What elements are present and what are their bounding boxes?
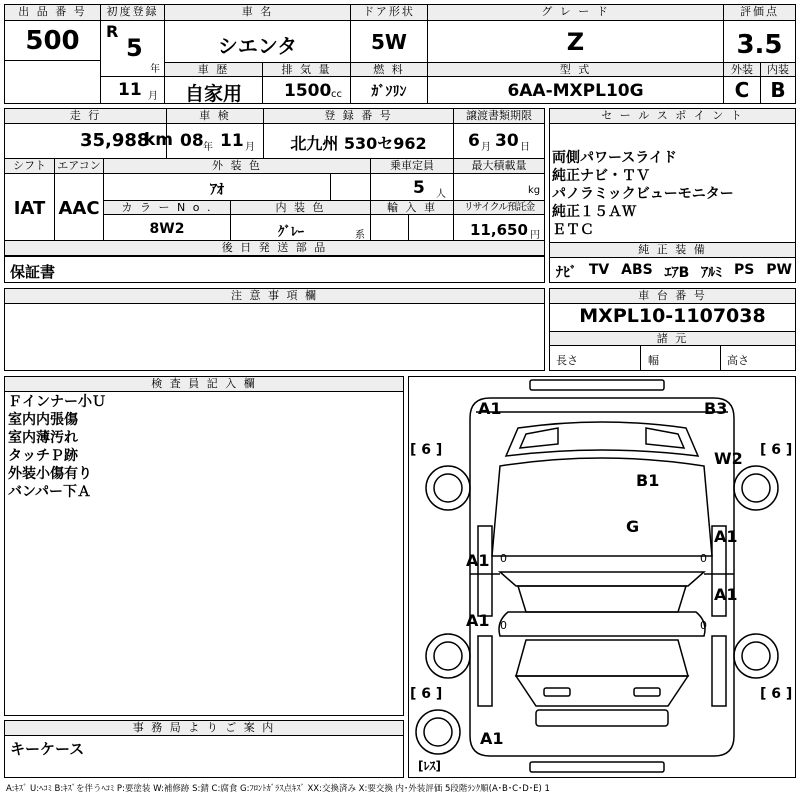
model-value: 6AA-MXPL10G [507,81,644,101]
specs-label: 諸 元 [550,332,795,346]
year-unit: 年 [150,64,160,75]
legend: A:ｷｽﾞ U:ﾍｺﾐ B:ｷｽﾞを伴うﾍｺﾐ P:要塗装 W:補修跡 S:錆 C:腐食 G:ﾌﾛﾝﾄｶﾞﾗｽ点ｷｽﾞ XX:交換済み X:要交換 内･外装評価 5段階ﾗﾝｸ順(A･B･C･D･E) 1 [6,784,550,794]
transfer-day-value: 30 [495,131,519,151]
score-label: 評価点 [724,5,795,21]
interior-label: 内装 [761,63,795,77]
sales-point-item: 純正１５ＡＷ [552,204,636,220]
later-parts-label: 後 日 発 送 部 品 [5,241,544,256]
ac-label: エアコン [55,159,103,174]
mileage-label: 走 行 [5,109,166,124]
ext-color-label: 外 装 色 [104,159,370,174]
mark-a1-right-front-door: A1 [714,527,738,546]
mark-a1-front-left: A1 [478,399,502,418]
height-label: 高さ [727,354,749,367]
ext-color-value: ｱｵ [210,182,224,198]
capacity-value: 5 [413,178,425,198]
sales-point-item: 純正ナビ・ＴＶ [552,168,650,184]
mileage-value: 35,988 [80,130,150,151]
lot-no-value: 500 [25,26,80,56]
transfer-month-unit: 月 [481,142,491,153]
chassis-label: 車 台 番 号 [550,289,795,304]
interior-value: B [770,78,786,102]
office-value: キーケース [10,740,85,758]
inspector-note: タッチＰ跡 [8,448,78,464]
color-no-label: カ ラ ー N o . [104,201,230,215]
inspector-notes [8,393,398,501]
sales-point-label: セ ー ル ス ポ イ ン ト [550,109,795,124]
shift-value: IAT [13,198,46,219]
inspector-note: 室内内張傷 [8,412,78,428]
int-color-value: ｸﾞﾚｰ [278,225,304,240]
import-label: 輸 入 車 [371,201,453,215]
capacity-label: 乗車定員 [371,159,453,174]
length-label: 長さ [556,354,578,367]
exterior-label: 外装 [724,63,760,77]
car-outline [470,380,734,772]
spare-tire-label: [ﾚｽ] [418,759,441,773]
month-value: 11 [118,80,142,100]
chassis-value: MXPL10-1107038 [579,305,766,327]
inspection-label: 車 検 [167,109,263,124]
mark-a1-right-rear-door: A1 [714,585,738,604]
sales-point-list [552,149,792,239]
mark-g-glass: G [626,517,640,536]
inspector-label: 検 査 員 記 入 欄 [5,377,403,392]
transfer-label: 譲渡書類期限 [454,109,544,124]
door-value: 5W [371,30,407,54]
equipment-list [556,262,792,282]
fuel-label: 燃 料 [351,63,427,77]
insp-month-value: 11 [220,131,244,151]
inspector-note: バンパー下Ａ [8,484,92,500]
svg-text:0: 0 [700,552,707,565]
mark-w2-right: W2 [714,449,743,468]
recycle-label: リサイクル預託金 [454,201,544,215]
tire-front-right: [ 6 ] [760,442,793,458]
first-reg-label: 初度登録 [101,5,164,21]
mark-a1-left-rear-door: A1 [466,611,490,630]
tire-rear-right: [ 6 ] [760,686,793,702]
equipment-item: TV [588,262,610,278]
mark-a1-rear: A1 [480,729,504,748]
transfer-day-unit: 日 [520,142,530,153]
equipment-item: ﾅﾋﾞ [556,265,577,281]
equipment-label: 純 正 装 備 [550,243,795,258]
capacity-unit: 人 [436,189,446,200]
score-value: 3.5 [736,30,783,60]
shift-label: シフト [5,159,54,174]
car-name-label: 車 名 [165,5,350,21]
width-label: 幅 [648,354,659,367]
car-name-value: シエンタ [217,34,298,58]
caution-label: 注 意 事 項 欄 [5,289,544,304]
svg-text:0: 0 [700,619,707,632]
later-parts-value: 保証書 [10,263,56,281]
exterior-value: C [734,78,750,102]
displacement-unit: cc [331,89,342,100]
equipment-item: ABS [621,262,653,278]
recycle-unit: 円 [530,230,540,241]
tire-rear-left: [ 6 ] [410,686,443,702]
max-load-unit: kg [528,185,541,196]
model-label: 型 式 [428,63,723,77]
door-label: ドア形状 [351,5,427,21]
transfer-month-value: 6 [468,131,480,151]
grade-value: Z [566,28,585,56]
year-value: 5 [126,34,143,62]
sales-point-item: ＥＴＣ [552,222,594,238]
int-color-unit: 系 [355,230,365,241]
equipment-item: PS [734,262,755,278]
car-diagram [408,376,796,778]
inspector-note: 外装小傷有り [8,466,92,482]
mark-b3-front-right: B3 [704,399,728,418]
sales-point-item: パノラミックビューモニター [552,186,734,202]
tire-front-left: [ 6 ] [410,442,443,458]
insp-month-unit: 月 [245,142,255,153]
svg-text:0: 0 [500,552,507,565]
ac-value: AAC [58,198,100,219]
inspector-note: Ｆインナー小Ｕ [8,394,106,410]
history-label: 車 歴 [165,63,262,77]
inspector-note: 室内薄汚れ [8,430,78,446]
displacement-label: 排 気 量 [263,63,350,77]
int-color-label: 内 装 色 [231,201,370,215]
recycle-value: 11,650 [470,221,528,239]
equipment-item: ｱﾙﾐ [701,265,723,281]
mark-a1-left-front-door: A1 [466,551,490,570]
sales-point-item: 両側パワースライド [552,150,677,166]
mark-b1-roof: B1 [636,471,660,490]
fuel-value: ｶﾞｿﾘﾝ [371,84,407,100]
history-value: 自家用 [184,83,242,105]
lot-no-label: 出 品 番 号 [5,5,100,21]
era-value: R [106,22,119,41]
insp-year-value: 08 [180,131,204,151]
svg-text:0: 0 [500,619,507,632]
door-handles [500,552,707,632]
max-load-label: 最大積載量 [454,159,544,174]
color-no-value: 8W2 [149,221,185,237]
office-label: 事 務 局 よ り ご 案 内 [5,721,403,736]
equipment-item: PW [766,262,792,278]
grade-label: グ レ ー ド [428,5,723,21]
mileage-unit: km [144,130,174,150]
displacement-value: 1500 [284,81,332,101]
plate-label: 登 録 番 号 [264,109,453,124]
equipment-item: ｴｱB [664,265,690,281]
insp-year-unit: 年 [203,142,213,153]
plate-value: 北九州 530セ962 [290,134,427,153]
month-unit: 月 [148,91,158,102]
